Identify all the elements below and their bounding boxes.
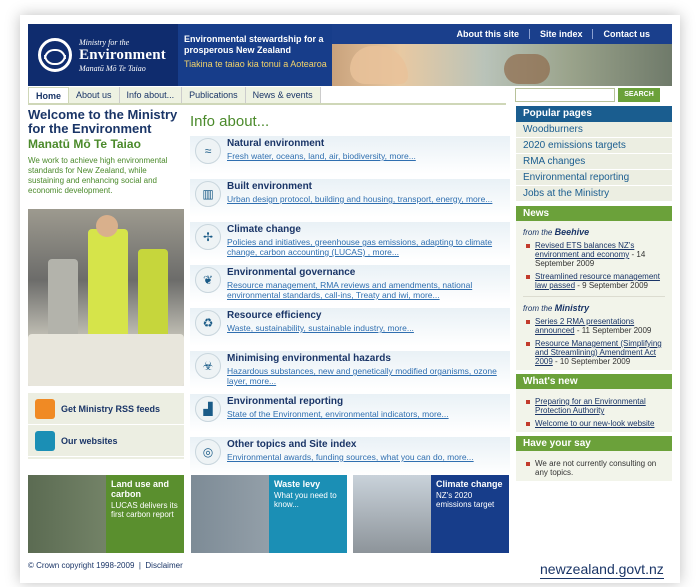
hand-plant-icon: ❦: [195, 267, 221, 293]
right-column: [516, 106, 672, 481]
news-title: News: [516, 206, 672, 221]
copyright: © Crown copyright 1998-2009: [28, 561, 135, 570]
topic-links[interactable]: State of the Environment, environmental indicators, more...: [227, 409, 449, 419]
popular-item[interactable]: Jobs at the Ministry: [516, 186, 672, 202]
topic-hazards[interactable]: [190, 351, 510, 389]
have-your-say-title: Have your say: [516, 436, 672, 451]
topic-title[interactable]: Resource efficiency: [227, 310, 322, 321]
popular-item[interactable]: Woodburners: [516, 122, 672, 138]
news-list: [516, 221, 672, 370]
popular-title: Popular pages: [516, 106, 672, 122]
index-icon: ◎: [195, 439, 221, 465]
bullet-icon: [526, 320, 530, 324]
promo-panel: [106, 475, 184, 553]
news-link[interactable]: Revised ETS balances NZ's environment and economy: [535, 241, 635, 259]
popular-item[interactable]: 2020 emissions targets: [516, 138, 672, 154]
rss-label: Get Ministry RSS feeds: [61, 403, 161, 414]
whats-new-title: What's new: [516, 374, 672, 389]
promo-panel: [269, 475, 347, 553]
search-button[interactable]: SEARCH: [618, 88, 660, 102]
welcome-title: Welcome to the Ministry for the Environment: [28, 107, 178, 136]
quick-links: [28, 393, 184, 459]
topic-title[interactable]: Minimising environmental hazards: [227, 353, 391, 364]
news-date: - 14 September 2009: [535, 250, 646, 268]
person-figure-icon: [48, 259, 78, 339]
logo-line1: Ministry for the: [79, 37, 130, 47]
whats-new-link[interactable]: Welcome to our new-look website: [535, 419, 655, 428]
page-frame: [20, 15, 680, 583]
websites-icon: [35, 431, 55, 451]
bullet-icon: [526, 244, 530, 248]
news-source: [523, 303, 665, 313]
divider: [523, 296, 665, 297]
popular-item[interactable]: RMA changes: [516, 154, 672, 170]
topic-title[interactable]: Climate change: [227, 224, 301, 235]
whats-new-link[interactable]: Preparing for an Environmental Protection Authority: [535, 397, 646, 415]
topic-built[interactable]: [190, 179, 510, 217]
topic-title[interactable]: Natural environment: [227, 138, 325, 149]
websites-label: Our websites: [61, 435, 118, 446]
topic-title[interactable]: Built environment: [227, 181, 313, 192]
topic-reporting[interactable]: [190, 394, 510, 432]
bullet-icon: [526, 422, 530, 426]
footer-separator: |: [136, 561, 146, 570]
topic-links[interactable]: Urban design protocol, building and housing, transport, energy, more...: [227, 194, 493, 204]
promo-land-use[interactable]: [28, 475, 184, 553]
biohazard-icon: ☣: [195, 353, 221, 379]
footer: [28, 561, 183, 570]
nz-govt-logo[interactable]: newzealand.govt.nz: [540, 561, 664, 577]
person-figure-icon: [138, 249, 168, 339]
about-site-link[interactable]: About this site: [456, 29, 519, 39]
promo-text: LUCAS delivers its first carbon report: [111, 501, 178, 519]
tab-publications[interactable]: Publications: [182, 87, 246, 104]
search-input[interactable]: [515, 88, 615, 102]
from-label: from the: [523, 304, 553, 313]
header-tagline: [178, 24, 332, 86]
recycle-icon: ♻: [195, 310, 221, 336]
wind-turbine-icon: ✢: [195, 224, 221, 250]
info-about-section: [190, 113, 510, 480]
person-figure-icon: [88, 229, 128, 339]
crab-photo-icon: [504, 54, 550, 84]
bullet-icon: [526, 400, 530, 404]
welcome-maori: Manatū Mō Te Taiao: [28, 137, 141, 151]
whats-new-item: [526, 419, 665, 428]
welcome-text: We work to achieve high environmental standards for New Zealand, while sustaining and enhancing social and economic development.: [28, 156, 168, 195]
promo-text: NZ's 2020 emissions target: [436, 491, 495, 509]
topic-title[interactable]: Environmental reporting: [227, 396, 344, 407]
tab-news-events[interactable]: News & events: [246, 87, 321, 104]
whats-new-item: [526, 397, 665, 415]
wave-icon: ≈: [195, 138, 221, 164]
hand-photo-icon: [350, 46, 408, 84]
news-item: [526, 339, 665, 366]
topic-links[interactable]: Policies and initiatives, greenhouse gas emissions, adapting to climate change, carbon accounting (LUCAS) , more...: [227, 237, 493, 257]
popular-list: [516, 122, 672, 202]
topic-links[interactable]: Hazardous substances, new and genetically modified organisms, ozone layer, more...: [227, 366, 497, 386]
recycling-pile-icon: [28, 334, 184, 386]
news-link[interactable]: Resource Management (Simplifying and Streamlining) Amendment Act 2009: [535, 339, 662, 366]
tagline-english: Environmental stewardship for a prosperous New Zealand: [184, 34, 324, 55]
news-item: [526, 272, 665, 290]
buildings-icon: ▥: [195, 181, 221, 207]
news-date: - 11 September 2009: [574, 326, 652, 335]
bullet-icon: [526, 275, 530, 279]
topic-governance[interactable]: [190, 265, 510, 303]
chart-icon: ▟: [195, 396, 221, 422]
whats-new-list: [516, 389, 672, 432]
topic-links[interactable]: Waste, sustainability, sustainable industry, more...: [227, 323, 414, 333]
topic-title[interactable]: Other topics and Site index: [227, 439, 357, 450]
have-your-say-list: [516, 451, 672, 481]
tab-info-about[interactable]: Info about...: [120, 87, 183, 104]
topic-links[interactable]: Resource management, RMA reviews and amendments, national environmental standards, call-ins, Treaty and iwi, more...: [227, 280, 473, 300]
promo-panel: [431, 475, 509, 553]
news-date: - 10 September 2009: [552, 357, 631, 366]
tagline-maori: Tiakina te taiao kia tonui a Aotearoa: [184, 59, 327, 69]
ministry-logo[interactable]: [28, 24, 178, 86]
bullet-icon: [526, 462, 530, 466]
header-photo: [332, 24, 672, 86]
disclaimer-link[interactable]: Disclaimer: [145, 561, 183, 570]
topic-title[interactable]: Environmental governance: [227, 267, 356, 278]
news-source: [523, 227, 665, 237]
welcome-block: [28, 108, 184, 196]
news-item: [526, 241, 665, 268]
utility-nav: [332, 24, 672, 44]
site-index-link[interactable]: Site index: [529, 29, 593, 39]
promo-title: Waste levy: [274, 479, 321, 489]
news-link[interactable]: Series 2 RMA presentations announced: [535, 317, 635, 335]
logo-emblem-icon: [38, 38, 72, 72]
info-title: Info about...: [190, 113, 270, 130]
head-figure-icon: [96, 215, 118, 237]
from-label: from the: [523, 228, 553, 237]
minister-photo: [28, 209, 184, 386]
promo-climate-change[interactable]: [353, 475, 509, 553]
topic-natural[interactable]: [190, 136, 510, 174]
topic-other[interactable]: [190, 437, 510, 475]
source-ministry: Ministry: [554, 303, 590, 313]
tab-home[interactable]: Home: [28, 87, 69, 104]
logo-line2: Environment: [79, 46, 166, 63]
popular-item[interactable]: Environmental reporting: [516, 170, 672, 186]
say-item: [526, 459, 665, 477]
logo-line3: Manatū Mō Te Taiao: [79, 63, 146, 73]
contact-us-link[interactable]: Contact us: [592, 29, 660, 39]
promo-waste-levy[interactable]: [191, 475, 347, 553]
news-item: [526, 317, 665, 335]
topic-climate[interactable]: [190, 222, 510, 260]
bullet-icon: [526, 342, 530, 346]
topic-links[interactable]: Fresh water, oceans, land, air, biodiversity, more...: [227, 151, 416, 161]
promo-title: Climate change: [436, 479, 503, 489]
nav-underline: [28, 103, 506, 105]
news-date: - 9 September 2009: [575, 281, 648, 290]
news-link[interactable]: Streamlined resource management law passed: [535, 272, 660, 290]
rss-icon: [35, 399, 55, 419]
topic-resource[interactable]: [190, 308, 510, 346]
promo-title: Land use and carbon: [111, 479, 170, 499]
source-beehive: Beehive: [554, 227, 590, 237]
say-text: We are not currently consulting on any topics.: [535, 459, 657, 477]
tab-about-us[interactable]: About us: [69, 87, 120, 104]
websites-link[interactable]: [28, 425, 184, 457]
promo-text: What you need to know...: [274, 491, 337, 509]
topic-links[interactable]: Environmental awards, funding sources, what you can do, more...: [227, 452, 474, 462]
header: [28, 24, 672, 86]
rss-link[interactable]: [28, 393, 184, 425]
